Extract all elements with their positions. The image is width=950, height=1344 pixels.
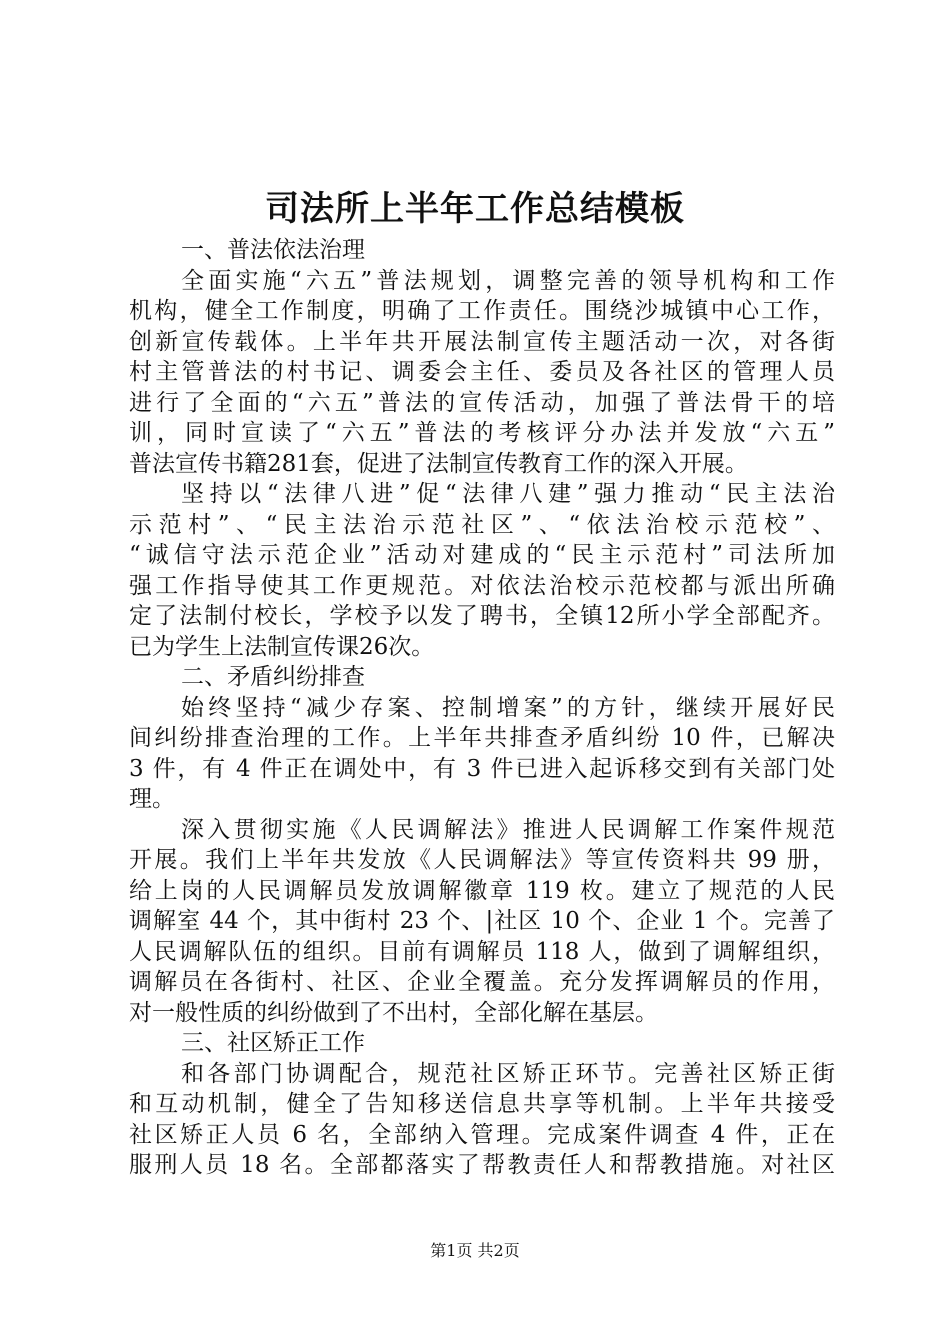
text-line: 社区矫正人员 6 名，全部纳入管理。完成案件调查 4 件，正在 <box>129 1121 835 1148</box>
text-line: 机构，健全工作制度，明确了工作责任。围绕沙城镇中心工作， <box>129 298 835 324</box>
text-line: 调解员在各街村、社区、企业全覆盖。充分发挥调解员的作用， <box>129 969 835 995</box>
text-line: 村主管普法的村书记、调委会主任、委员及各社区的管理人员 <box>129 359 835 385</box>
text-line: 3 件，有 4 件正在调处中，有 3 件已进入起诉移交到有关部门处 <box>129 755 835 782</box>
text-line: “诚信守法示范企业”活动对建成的“民主示范村”司法所加 <box>129 542 835 568</box>
document-body <box>129 235 835 1181</box>
text-line: 间纠纷排查治理的工作。上半年共排查矛盾纠纷 10 件，已解决 <box>129 725 835 751</box>
text-line: 调解室 44 个，其中街村 23 个、|社区 10 个、企业 1 个。完善了 <box>129 908 835 934</box>
page-footer: 第1页 共2页 <box>430 1241 520 1260</box>
text-line: 三、社区矫正工作 <box>181 1030 365 1056</box>
text-line: 深入贯彻实施《人民调解法》推进人民调解工作案件规范 <box>181 816 835 843</box>
text-line: 示范村”、“民主法治示范社区”、“依法治校示范校”、 <box>129 511 835 538</box>
text-line: 定了法制付校长，学校予以发了聘书，全镇12所小学全部配齐。 <box>129 603 835 629</box>
text-line: 人民调解队伍的组织。目前有调解员 118 人，做到了调解组织， <box>129 938 835 965</box>
text-line: 进行了全面的“六五”普法的宣传活动，加强了普法骨干的培 <box>129 389 835 416</box>
text-line: 一、普法依法治理 <box>181 237 365 263</box>
text-line: 坚持以“法律八进”促“法律八建”强力推动“民主法治 <box>181 481 835 507</box>
text-line: 训，同时宣读了“六五”普法的考核评分办法并发放“六五” <box>129 420 835 446</box>
text-line: 服刑人员 18 名。全部都落实了帮教责任人和帮教措施。对社区 <box>129 1152 835 1178</box>
text-line: 创新宣传载体。上半年共开展法制宣传主题活动一次，对各街 <box>129 328 835 355</box>
text-line: 开展。我们上半年共发放《人民调解法》等宣传资料共 99 册， <box>129 847 835 873</box>
text-line: 已为学生上法制宣传课26次。 <box>129 633 435 660</box>
text-line: 和各部门协调配合，规范社区矫正环节。完善社区矫正街 <box>181 1060 835 1087</box>
text-line: 对一般性质的纠纷做到了不出村，全部化解在基层。 <box>129 999 658 1026</box>
text-line: 始终坚持“减少存案、控制增案”的方针，继续开展好民 <box>181 694 835 721</box>
text-line: 二、矛盾纠纷排查 <box>181 664 365 690</box>
text-line: 给上岗的人民调解员发放调解徽章 119 枚。建立了规范的人民 <box>129 877 835 904</box>
text-line: 理。 <box>129 786 175 812</box>
text-line: 普法宣传书籍281套，促进了法制宣传教育工作的深入开展。 <box>129 450 748 477</box>
document-title: 司法所上半年工作总结模板 <box>265 189 685 229</box>
text-line: 和互动机制，健全了告知移送信息共享等机制。上半年共接受 <box>129 1091 835 1117</box>
text-line: 强工作指导使其工作更规范。对依法治校示范校都与派出所确 <box>129 572 835 599</box>
text-line: 全面实施“六五”普法规划，调整完善的领导机构和工作 <box>181 267 835 294</box>
